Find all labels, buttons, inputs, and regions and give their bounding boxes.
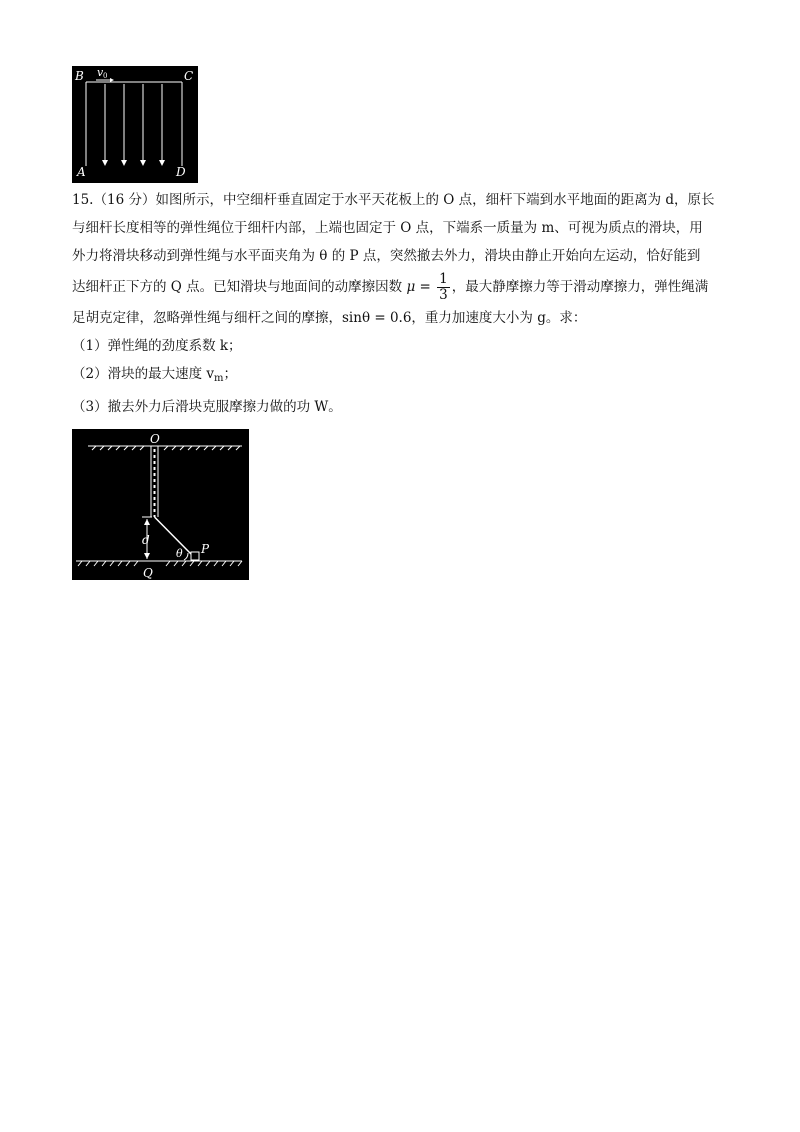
question-2-subscript: m	[214, 373, 224, 384]
field-diagram	[72, 66, 198, 183]
mu-symbol: μ =	[406, 279, 431, 295]
field-diagram-svg	[72, 66, 198, 183]
dimension-arrow-up	[144, 519, 150, 525]
problem-text-1: 如图所示，中空细杆垂直固定于水平天花板上的 O 点，细杆下端到水平地面的距离为 d，原长	[155, 192, 715, 208]
field-arrowhead	[121, 160, 127, 166]
question-2-text: （2）滑块的最大速度 v	[72, 366, 215, 382]
problem-line-3: 外力将滑块移动到弹性绳与水平面夹角为 θ 的 P 点，突然撤去外力，滑块由静止开始向左运动，恰好能到	[72, 248, 701, 264]
problem-score: （16 分）	[93, 192, 156, 208]
question-2	[72, 360, 732, 393]
problem-line-2: 与细杆长度相等的弹性绳位于细杆内部，上端也固定于 O 点，下端系一质量为 m、可视为质点的滑块，用	[72, 220, 703, 236]
mu-numerator: 1	[439, 271, 448, 287]
label-theta: θ	[176, 547, 183, 560]
slider-block	[191, 552, 199, 560]
rod-cord-diagram	[72, 429, 249, 580]
rod-cord-diagram-svg	[72, 429, 249, 580]
label-b: B	[75, 69, 84, 83]
theta-arc	[184, 553, 188, 560]
question-2-tail: ；	[223, 366, 237, 382]
label-o: O	[150, 432, 160, 446]
problem-15	[72, 186, 732, 421]
label-d: d	[142, 533, 150, 547]
label-v0-subscript: 0	[103, 72, 108, 80]
label-a: A	[77, 165, 86, 179]
label-p: P	[201, 542, 210, 556]
problem-text-4a: 达细杆正下方的 Q 点。已知滑块与地面间的动摩擦因数	[72, 279, 403, 295]
mu-fraction	[437, 272, 450, 303]
problem-line-5: 足胡克定律，忽略弹性绳与细杆之间的摩擦，sinθ = 0.6，重力加速度大小为 g。求：	[72, 310, 587, 326]
problem-text-4b: ，最大静摩擦力等于滑动摩擦力，弹性绳满	[451, 279, 709, 295]
mu-denominator: 3	[439, 287, 448, 303]
floor-hatching	[78, 561, 242, 566]
problem-line-1	[72, 186, 732, 214]
field-arrowhead	[159, 160, 165, 166]
ceiling-hatching	[92, 446, 240, 450]
field-arrowhead	[140, 160, 146, 166]
dimension-arrow-down	[144, 553, 150, 559]
question-3: （3）撤去外力后滑块克服摩擦力做的功 W。	[72, 399, 342, 415]
problem-line-4	[72, 270, 732, 304]
field-arrowhead	[102, 160, 108, 166]
label-q: Q	[143, 566, 153, 580]
elastic-cord	[155, 517, 192, 554]
label-d: D	[176, 165, 186, 179]
label-c: C	[184, 69, 194, 83]
question-1: （1）弹性绳的劲度系数 k；	[72, 338, 242, 354]
problem-number: 15.	[72, 192, 94, 208]
label-v0: v	[97, 66, 104, 79]
